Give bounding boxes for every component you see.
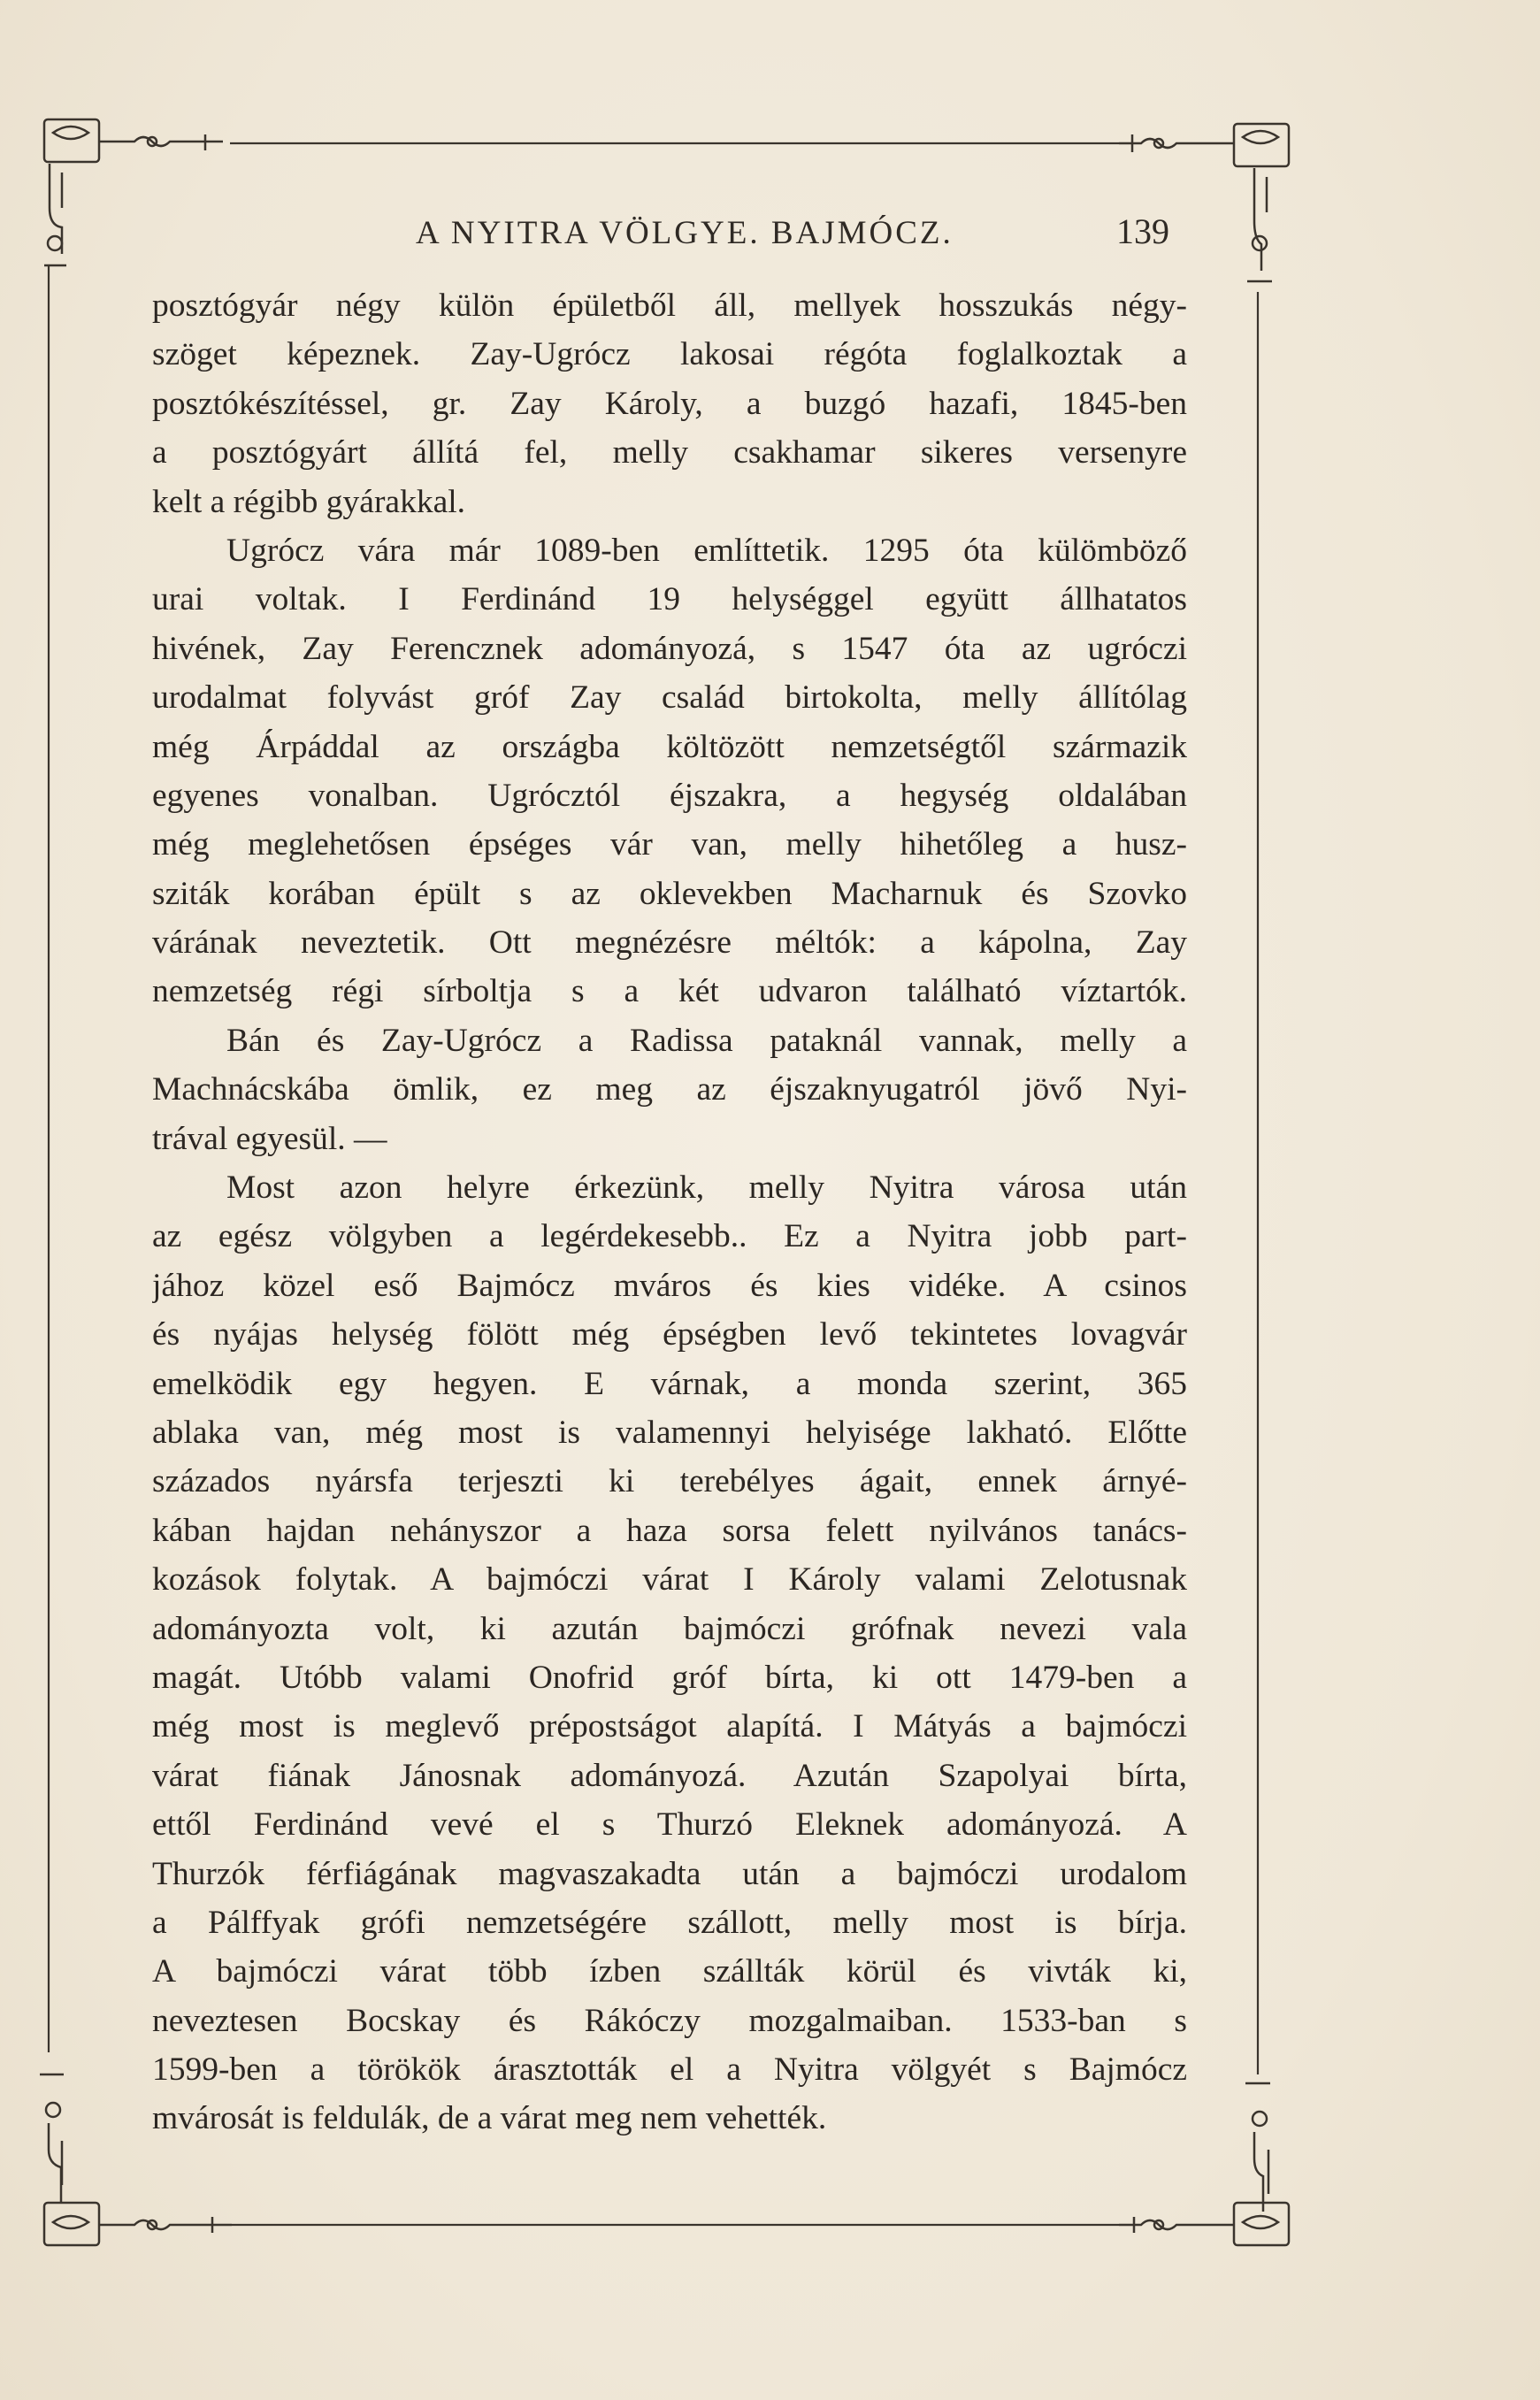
- text-line: emelködik egy hegyen. E várnak, a monda szerint, 365: [152, 1365, 1187, 1402]
- text-line: neveztesen Bocskay és Rákóczy mozgalmaiban. 1533-ban s: [152, 2002, 1187, 2039]
- text-line: Machnácskába ömlik, ez meg az éjszaknyugatról jövő Nyi-: [152, 1071, 1187, 1108]
- text-line: posztógyár négy külön épületből áll, mellyek hosszukás négy-: [152, 288, 1187, 324]
- text-line: hivének, Zay Ferencznek adományozá, s 1547 óta az ugróczi: [152, 630, 1187, 667]
- body-text: [152, 281, 1187, 2143]
- text-line: sziták korában épült s az oklevekben Macharnuk és Szovko: [152, 875, 1187, 912]
- text-line: ettől Ferdinánd vevé el s Thurzó Eleknek adományozá. A: [152, 1806, 1187, 1844]
- text-line: az egész völgyben a legérdekesebb.. Ez a Nyitra jobb part-: [152, 1218, 1187, 1255]
- running-title: A NYITRA VÖLGYE. BAJMÓCZ.: [416, 215, 954, 251]
- text-line: a posztógyárt állítá fel, melly csakhamar sikeres versenyre: [152, 434, 1187, 472]
- text-line: mvárosát is feldulák, de a várat meg nem vehették.: [152, 2100, 827, 2137]
- text-line: kelt a régibb gyárakkal.: [152, 483, 466, 520]
- text-line: nemzetség régi sírboltja s a két udvaron található víztartók.: [152, 973, 1187, 1010]
- paragraph-start-line: Ugrócz vára már 1089-ben említtetik. 1295 óta külömböző: [226, 532, 1187, 569]
- text-line: várat fiának Jánosnak adományozá. Azután Szapolyai bírta,: [152, 1757, 1187, 1794]
- text-line: ablaka van, még most is valamennyi helyisége lakható. Előtte: [152, 1414, 1187, 1451]
- text-line: urodalmat folyvást gróf Zay család birtokolta, melly állítólag: [152, 679, 1187, 717]
- ornament-top-right-icon: [1119, 124, 1289, 281]
- text-line: jához közel eső Bajmócz mváros és kies vidéke. A csinos: [152, 1267, 1187, 1304]
- text-line: kozások folytak. A bajmóczi várat I Károly valami Zelotusnak: [152, 1561, 1187, 1599]
- text-line: még Árpáddal az országba költözött nemzetségtől származik: [152, 728, 1187, 765]
- text-line: adományozta volt, ki azután bajmóczi grófnak nevezi vala: [152, 1610, 1187, 1647]
- paragraph-start-line: Most azon helyre érkezünk, melly Nyitra városa után: [226, 1169, 1187, 1207]
- text-line: trával egyesül. —: [152, 1120, 387, 1157]
- text-line: egyenes vonalban. Ugróczt​ól éjszakra, a hegység oldalában: [152, 777, 1187, 814]
- ornament-top-left-icon: [44, 119, 223, 265]
- text-line: a Pálffyak grófi nemzetségére szállott, melly most is bírja.: [152, 1904, 1187, 1941]
- page-number: 139: [1116, 211, 1169, 251]
- text-line: magát. Utóbb valami Onofrid gróf bírta, ki ott 1479-ben a: [152, 1659, 1187, 1696]
- text-line: százados nyársfa terjeszti ki terebélyes ágait, ennek árnyé-: [152, 1463, 1187, 1500]
- text-line: posztókészítéssel, gr. Zay Károly, a buzgó hazafi, 1845-ben: [152, 385, 1187, 422]
- text-line: szöget képeznek. Zay-Ugrócz lakosai régóta foglalkoztak a: [152, 336, 1187, 373]
- text-line: Thurzók férfiágának magvaszakadta után a bajmóczi urodalom: [152, 1855, 1187, 1892]
- text-line: és nyájas helység fölött még épségben levő tekintetes lovagvár: [152, 1316, 1187, 1353]
- text-line: kában hajdan nehányszor a haza sorsa felett nyilvános tanács-: [152, 1512, 1187, 1549]
- paragraph-start-line: Bán és Zay-Ugrócz a Radissa pataknál vannak, melly a: [226, 1022, 1187, 1059]
- text-line: 1599-ben a törökök árasztották el a Nyitra völgyét s Bajmócz: [152, 2051, 1187, 2089]
- text-line: még meglehetősen épséges vár van, melly hihetőleg a husz-: [152, 826, 1187, 863]
- text-line: urai voltak. I Ferdinánd 19 helységgel együtt állhatatos: [152, 581, 1187, 618]
- text-line: A bajmóczi várat több ízben szállták körül és vivták ki,: [152, 1953, 1187, 1990]
- text-line: várának neveztetik. Ott megnézésre méltók: a kápolna, Zay: [152, 924, 1187, 962]
- text-line: még most is meglevő prépostságot alapítá. I Mátyás a bajmóczi: [152, 1708, 1187, 1745]
